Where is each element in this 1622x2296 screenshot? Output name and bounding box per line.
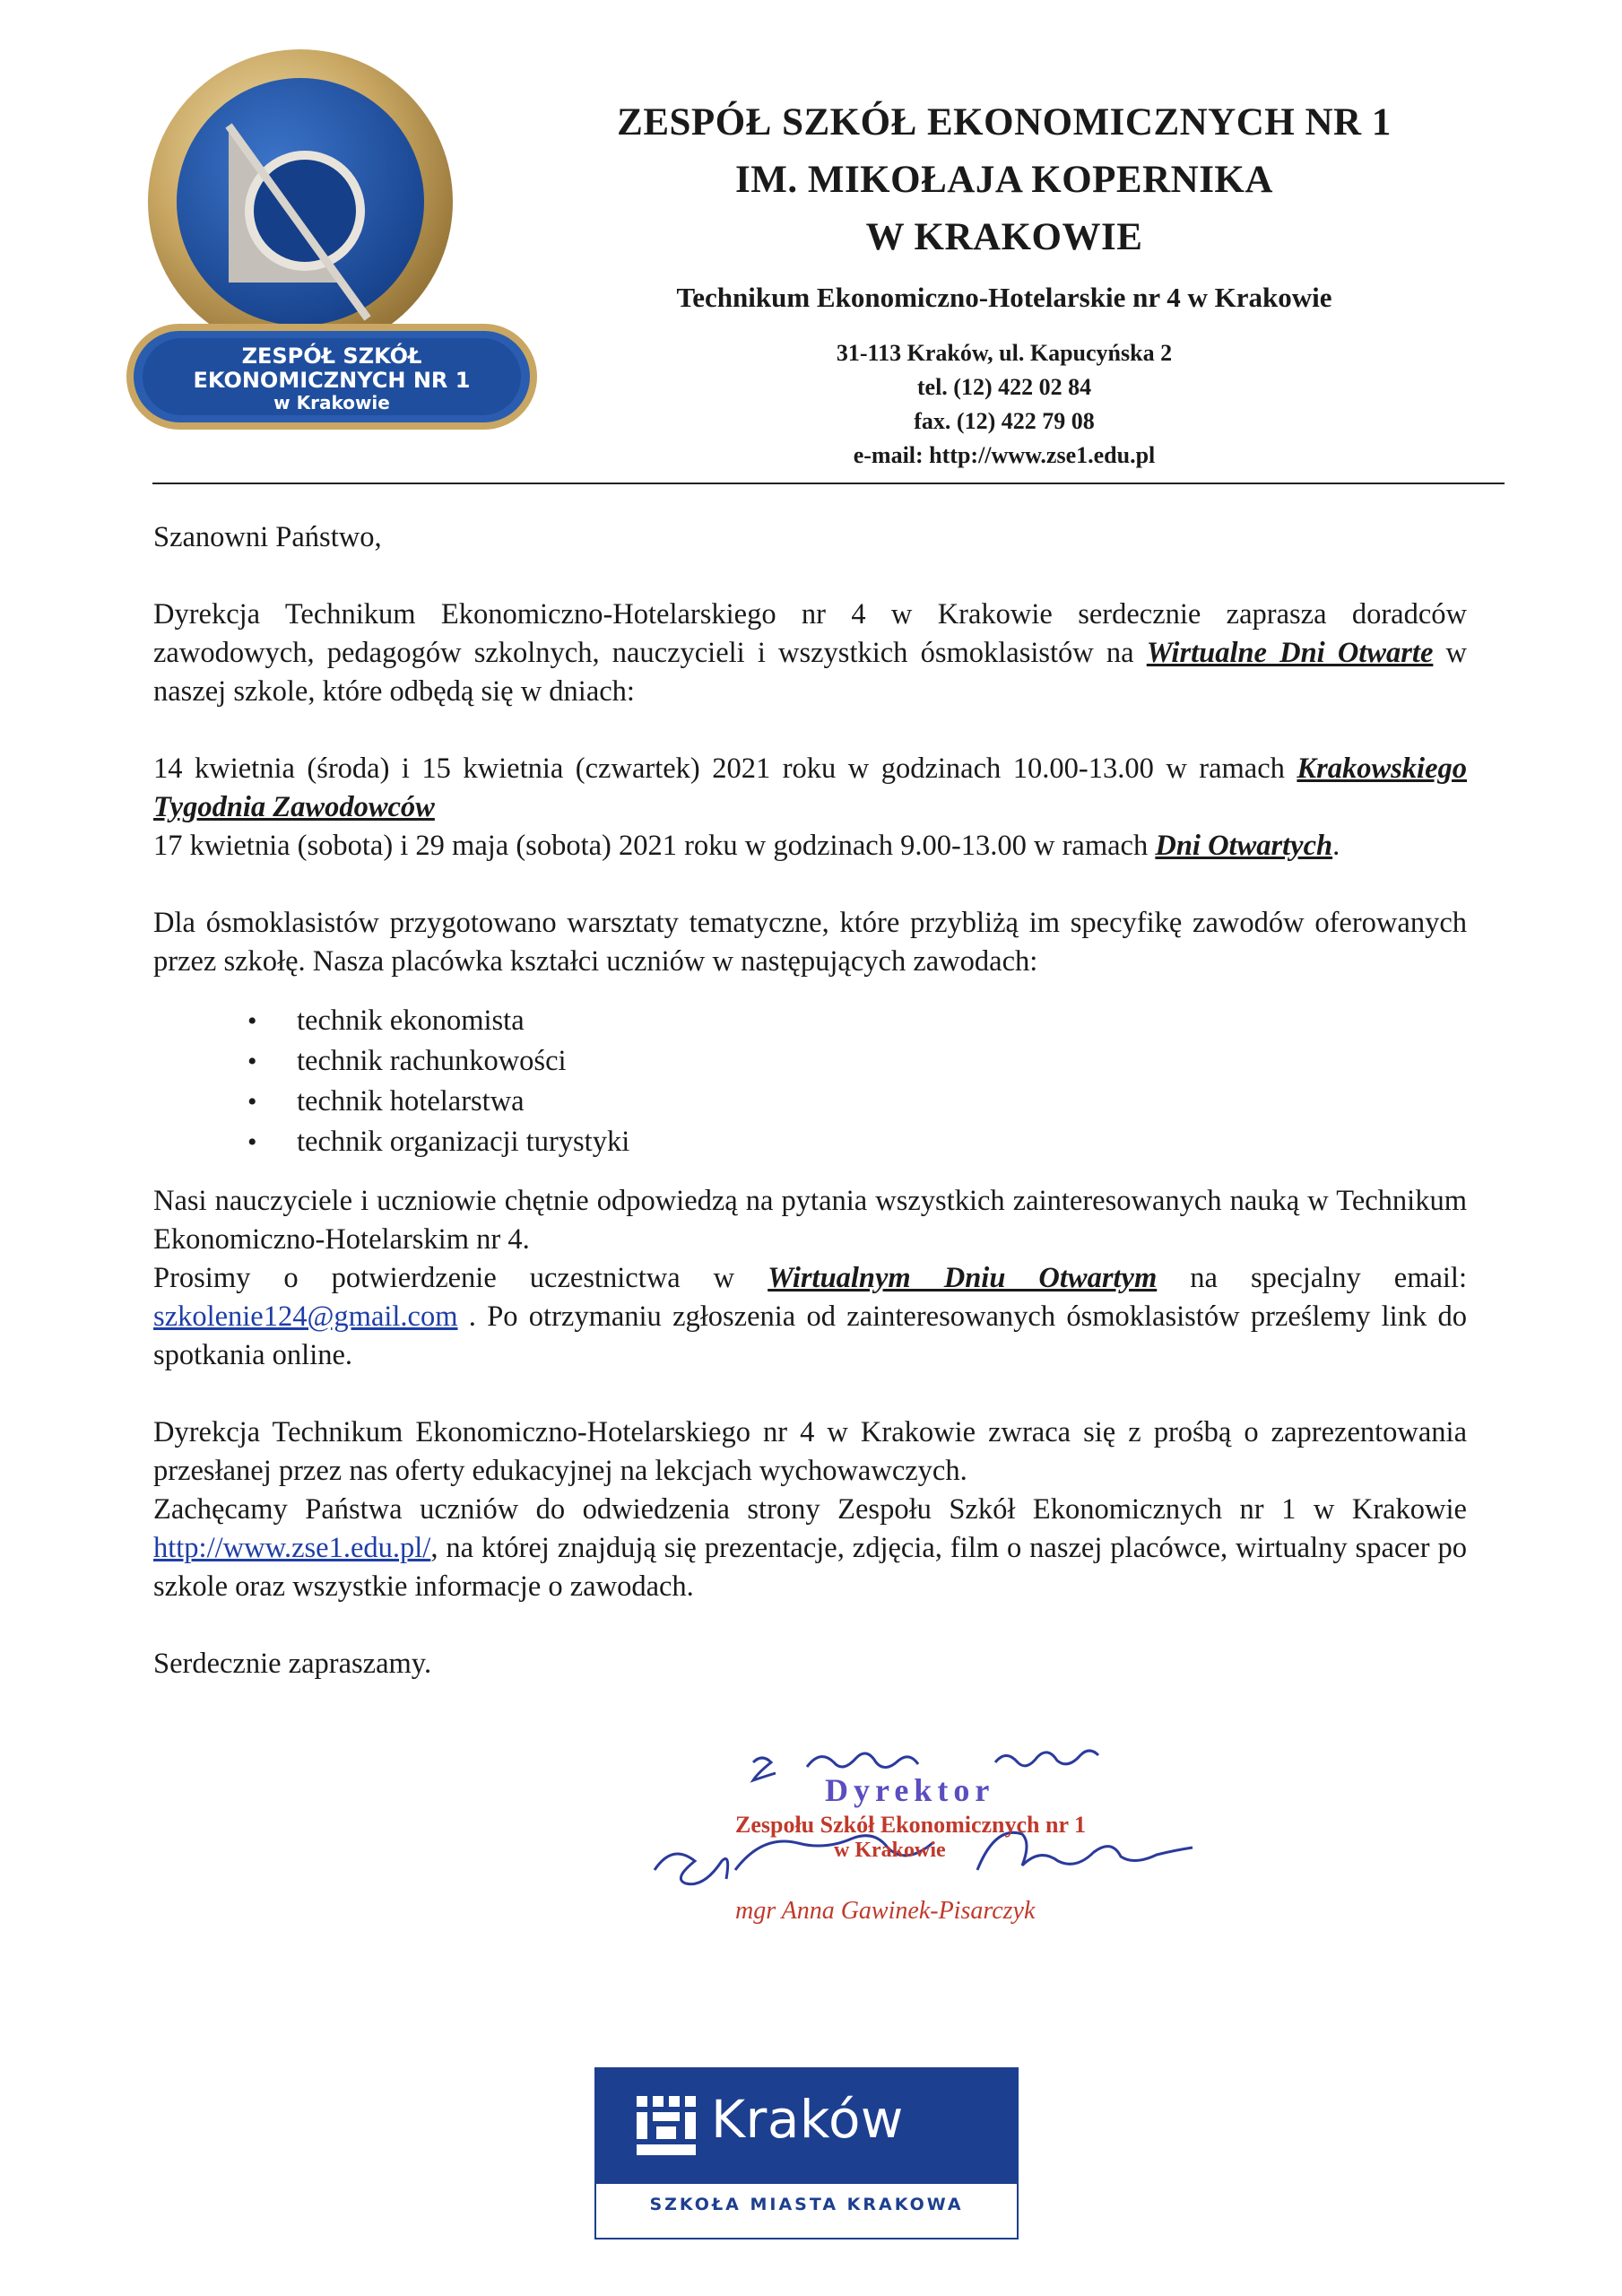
school-phone: tel. (12) 422 02 84 bbox=[916, 374, 1092, 400]
website-text: Zachęcamy Państwa uczniów do odwiedzenia strony Zespołu Szkół Ekonomicznych nr 1 w Krakowie bbox=[153, 1493, 1467, 1526]
krakow-wordmark: Kraków bbox=[711, 2089, 904, 2150]
date-2-event: Dni Otwartych bbox=[1155, 830, 1333, 862]
confirmation-text: Prosimy o potwierdzenie uczestnictwa w bbox=[153, 1262, 768, 1294]
list-item: • technik rachunkowości bbox=[153, 1041, 1467, 1082]
krakow-badge-subtitle: SZKOŁA MIASTA KRAKOWA bbox=[649, 2195, 964, 2214]
closing: Serdecznie zapraszamy. bbox=[153, 1648, 432, 1680]
school-name-line-1: ZESPÓŁ SZKÓŁ EKONOMICZNYCH NR 1 bbox=[617, 101, 1392, 144]
confirmation-mid: na specjalny email: bbox=[1157, 1262, 1467, 1294]
stamp-line-2: w Krakowie bbox=[834, 1839, 946, 1862]
stamp-title: Dyrektor bbox=[825, 1772, 995, 1808]
school-website-link[interactable]: http://www.zse1.edu.pl/ bbox=[153, 1532, 431, 1564]
date-2-text: 17 kwietnia (sobota) i 29 maja (sobota) 2021 roku w godzinach 9.00-13.00 w ramach bbox=[153, 830, 1156, 862]
website-tail: , na której znajdują się prezentacje, zdjęcia, film o naszej placówce, wirtualny spacer po szkole oraz wszystkie informacje o zawodach. bbox=[153, 1532, 1467, 1603]
school-name-line-2: IM. MIKOŁAJA KOPERNIKA bbox=[735, 159, 1273, 201]
header-divider bbox=[152, 483, 1505, 484]
letter-body bbox=[153, 518, 1467, 1683]
list-item: • technik ekonomista bbox=[153, 1001, 1467, 1041]
paragraph-date-2 bbox=[153, 827, 1467, 865]
date-1-event: Krakowskiego Tygodnia Zawodowców bbox=[153, 752, 1467, 823]
date-1-text: 14 kwietnia (środa) i 15 kwietnia (czwartek) 2021 roku w godzinach 10.00-13.00 w ramach bbox=[153, 752, 1297, 785]
logo-line-1: ZESPÓŁ SZKÓŁ bbox=[241, 344, 422, 369]
list-item: • technik hotelarstwa bbox=[153, 1082, 1467, 1122]
paragraph-date-1 bbox=[153, 750, 1467, 827]
director-signature-stamp bbox=[619, 1735, 1264, 1942]
paragraph-workshops: Dla ósmoklasistów przygotowano warsztaty tematyczne, które przybliżą im specyfikę zawodów oferowanych przez szkołę. Nasza placówka kształci uczniów w następujących zawodach: bbox=[153, 907, 1467, 978]
krakow-badge bbox=[594, 2067, 1019, 2239]
list-item: • technik organizacji turystyki bbox=[153, 1122, 1467, 1162]
letterhead bbox=[574, 94, 1435, 473]
paragraph-teachers: Nasi nauczyciele i uczniowie chętnie odpowiedzą na pytania wszystkich zainteresowanych nauką w Technikum Ekonomiczno-Hotelarskim nr 4. bbox=[153, 1185, 1467, 1256]
school-subtitle: Technikum Ekonomiczno-Hotelarskie nr 4 w Krakowie bbox=[676, 282, 1332, 313]
school-logo-graphic bbox=[121, 49, 551, 435]
school-fax: fax. (12) 422 79 08 bbox=[914, 408, 1095, 434]
logo-line-2: EKONOMICZNYCH NR 1 bbox=[193, 368, 471, 393]
professions-list bbox=[153, 1001, 1467, 1162]
virtual-open-day-emphasis: Wirtualnym Dniu Otwartym bbox=[768, 1262, 1158, 1294]
logo-line-3: w Krakowie bbox=[273, 392, 390, 413]
paragraph-invitation bbox=[153, 596, 1467, 711]
krakow-badge-banner bbox=[596, 2069, 1017, 2184]
paragraph-confirmation bbox=[153, 1259, 1467, 1375]
school-logo bbox=[121, 49, 551, 435]
date-2-tail: . bbox=[1332, 830, 1340, 862]
invitation-text: Dyrekcja Technikum Ekonomiczno-Hotelarskiego nr 4 w Krakowie serdecznie zaprasza doradców zawodowych, pedagogów szkolnych, nauczycieli i wszystkich ósmoklasistów na bbox=[153, 598, 1467, 669]
paragraph-website bbox=[153, 1491, 1467, 1606]
signatory-name: mgr Anna Gawinek-Pisarczyk bbox=[735, 1897, 1036, 1925]
virtual-open-days-emphasis: Wirtualne Dni Otwarte bbox=[1146, 637, 1434, 669]
school-name-line-3: W KRAKOWIE bbox=[865, 216, 1143, 258]
invitation-tail: w naszej szkole, które odbędą się w dniach: bbox=[153, 637, 1467, 708]
contact-email-link[interactable]: szkolenie124@gmail.com bbox=[153, 1300, 458, 1333]
stamp-line-1: Zespołu Szkół Ekonomicznych nr 1 bbox=[735, 1812, 1087, 1838]
confirmation-tail: . Po otrzymaniu zgłoszenia od zainteresowanych ósmoklasistów prześlemy link do spotkania online. bbox=[153, 1300, 1467, 1371]
school-email: e-mail: http://www.zse1.edu.pl bbox=[853, 442, 1156, 468]
paragraph-request: Dyrekcja Technikum Ekonomiczno-Hotelarskiego nr 4 w Krakowie zwraca się z prośbą o zaprezentowania przesłanej przez nas oferty edukacyjnej na lekcjach wychowawczych. bbox=[153, 1416, 1467, 1487]
school-address: 31-113 Kraków, ul. Kapucyńska 2 bbox=[836, 340, 1173, 366]
krakow-crest-icon bbox=[637, 2096, 696, 2155]
greeting: Szanowni Państwo, bbox=[153, 521, 382, 553]
